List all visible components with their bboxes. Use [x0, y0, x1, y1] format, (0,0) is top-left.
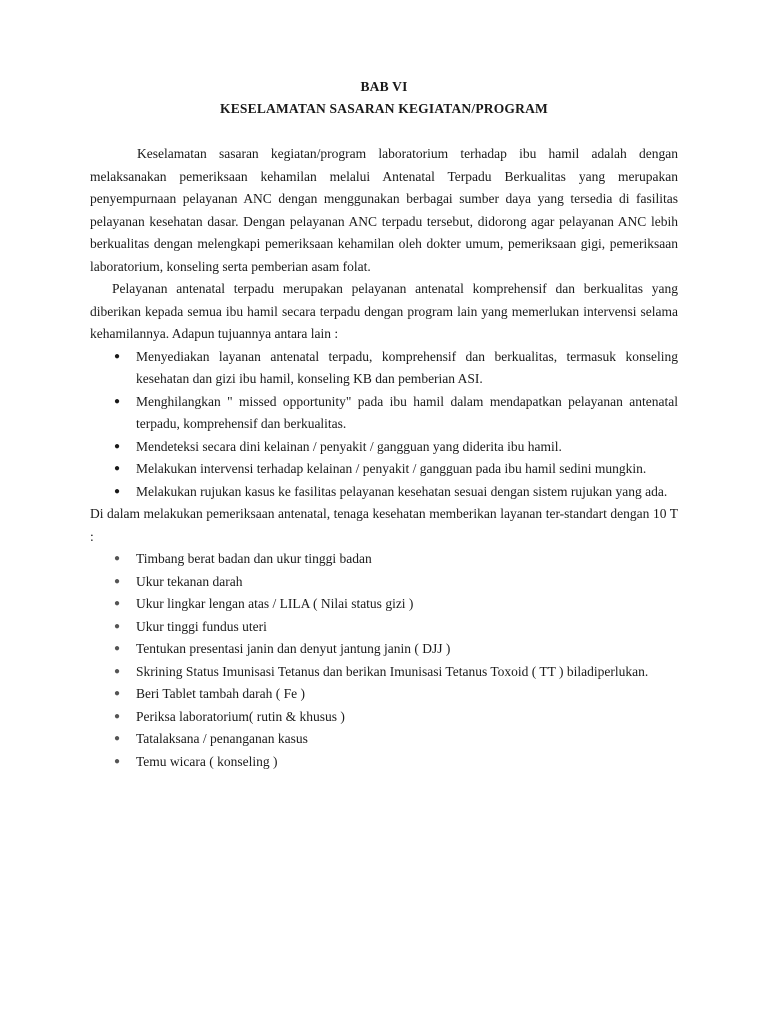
bullet-icon: ● — [113, 755, 121, 767]
paragraph-intro: Keselamatan sasaran kegiatan/program laboratorium terhadap ibu hamil adalah dengan melaksanakan pemeriksaan kehamilan melalui Antenatal Terpadu Berkualitas yang merupakan penyempurnaan pelayanan ANC dengan menggunakan berbagai sumber daya yang tersedia di fasilitas pelayanan kesehatan dasar. Dengan pelayanan ANC terpadu tersebut, didorong agar pelayanan ANC lebih berkualitas dengan melengkapi pemeriksaan kehamilan oleh dokter umum, pemeriksaan gigi, pemeriksaan laboratorium, konseling serta pemberian asam folat. — [90, 146, 678, 274]
list-item — [90, 616, 678, 639]
list-item-text: Melakukan rujukan kasus ke fasilitas pelayanan kesehatan sesuai dengan sistem rujukan yang ada. — [136, 483, 668, 499]
list-item — [90, 458, 678, 481]
list-item — [90, 436, 678, 459]
page-title: KESELAMATAN SASARAN KEGIATAN/PROGRAM — [220, 101, 548, 116]
list-item-text: Timbang berat badan dan ukur tinggi badan — [136, 551, 372, 566]
list-item — [90, 391, 678, 436]
paragraph-antenatal: Pelayanan antenatal terpadu merupakan pelayanan antenatal komprehensif dan berkualitas yang diberikan kepada semua ibu hamil secara terpadu dengan program lain yang memerlukan intervensi selama kehamilannya. Adapun tujuannya antara lain : — [90, 281, 678, 341]
list-item-text: Menghilangkan " missed opportunity" pada ibu hamil dalam mendapatkan pelayanan antenatal terpadu, komprehensif dan berkualitas. — [136, 393, 678, 431]
list-item — [90, 728, 678, 751]
bullet-icon: ● — [113, 553, 121, 564]
bullet-icon: ● — [113, 665, 121, 677]
bullet-icon: ● — [113, 440, 121, 452]
list-item — [90, 706, 678, 729]
list-item-text: Temu wicara ( konseling ) — [136, 753, 278, 769]
list-item — [90, 661, 678, 684]
list-item — [90, 593, 678, 616]
list-item — [90, 481, 678, 504]
list-item-text: Ukur tekanan darah — [136, 573, 243, 589]
list-item-text: Mendeteksi secara dini kelainan / penyakit / gangguan yang diderita ibu hamil. — [136, 438, 562, 454]
list-item-text: Skrining Status Imunisasi Tetanus dan berikan Imunisasi Tetanus Toxoid ( TT ) biladiperlukan. — [136, 663, 649, 679]
list-item-text: Ukur lingkar lengan atas / LILA ( Nilai status gizi ) — [136, 596, 414, 611]
list-item — [90, 751, 678, 774]
list-item — [90, 571, 678, 594]
bullet-icon: ● — [113, 463, 121, 474]
bullet-icon: ● — [113, 575, 121, 587]
list-item-text: Tatalaksana / penanganan kasus — [136, 731, 308, 746]
ten-t-list — [90, 548, 678, 773]
list-item-text: Beri Tablet tambah darah ( Fe ) — [136, 686, 305, 701]
paragraph-ten-t: Di dalam melakukan pemeriksaan antenatal, tenaga kesehatan memberikan layanan ter-standart dengan 10 T : — [90, 506, 678, 544]
list-item-text: Menyediakan layanan antenatal terpadu, komprehensif dan berkualitas, termasuk konseling kesehatan dan gizi ibu hamil, konseling KB dan pemberian ASI. — [136, 348, 678, 386]
chapter-heading: BAB VI — [360, 79, 408, 94]
goals-list — [90, 346, 678, 504]
list-item-text: Periksa laboratorium( rutin & khusus ) — [136, 708, 345, 724]
bullet-icon: ● — [113, 733, 121, 744]
bullet-icon: ● — [113, 643, 121, 654]
list-item — [90, 346, 678, 391]
bullet-icon: ● — [113, 688, 121, 699]
bullet-icon: ● — [113, 598, 121, 609]
bullet-icon: ● — [113, 620, 121, 632]
list-item — [90, 683, 678, 706]
list-item — [90, 638, 678, 661]
bullet-icon: ● — [113, 395, 121, 407]
bullet-icon: ● — [113, 710, 121, 722]
list-item-text: Ukur tinggi fundus uteri — [136, 618, 267, 634]
list-item — [90, 548, 678, 571]
list-item-text: Melakukan intervensi terhadap kelainan / penyakit / gangguan pada ibu hamil sedini mungkin. — [136, 461, 647, 476]
bullet-icon: ● — [113, 485, 121, 497]
bullet-icon: ● — [113, 350, 121, 362]
list-item-text: Tentukan presentasi janin dan denyut jantung janin ( DJJ ) — [136, 641, 451, 656]
